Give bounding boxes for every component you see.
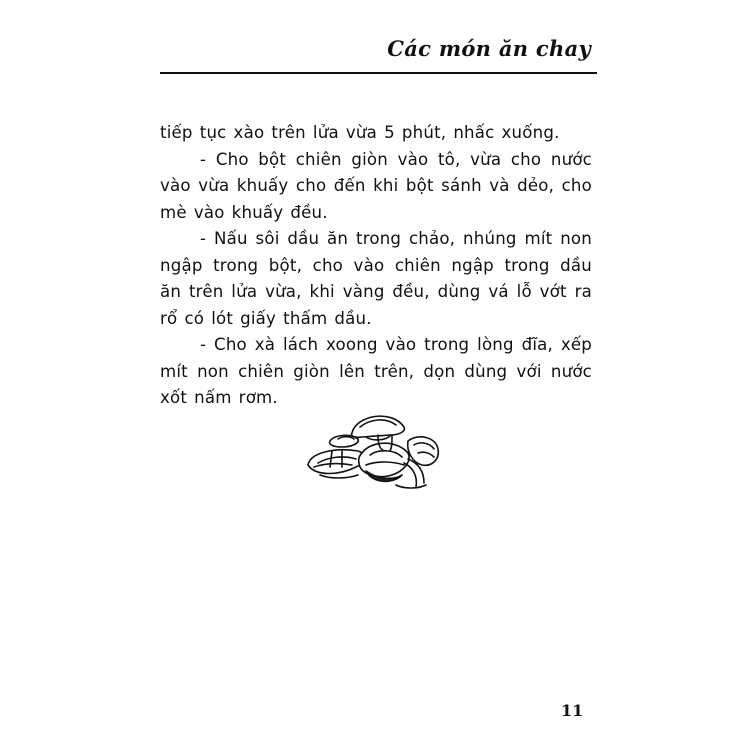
paragraph-batter: - Cho bột chiên giòn vào tô, vừa cho nước vào vừa khuấy cho đến khi bột sánh và dẻo, cho mè vào khuấy đều. bbox=[160, 149, 592, 222]
mushroom-illustration-icon bbox=[300, 405, 445, 495]
paragraph-continuation: tiếp tục xào trên lửa vừa 5 phút, nhấc xuống. bbox=[160, 123, 560, 142]
body-text bbox=[160, 120, 592, 412]
running-title: Các món ăn chay bbox=[387, 36, 591, 61]
page-number: 11 bbox=[561, 701, 584, 720]
paragraph-serving: - Cho xà lách xoong vào trong lòng đĩa, xếp mít non chiên giòn lên trên, dọn dùng với nước xốt nấm rơm. bbox=[160, 335, 592, 407]
paragraph-frying: - Nấu sôi dầu ăn trong chảo, nhúng mít non ngập trong bột, cho vào chiên ngập trong dầu ăn trên lửa vừa, khi vàng đều, dùng vá lỗ vớt ra rổ có lót giấy thấm dầu. bbox=[160, 229, 592, 328]
running-header bbox=[160, 32, 597, 74]
